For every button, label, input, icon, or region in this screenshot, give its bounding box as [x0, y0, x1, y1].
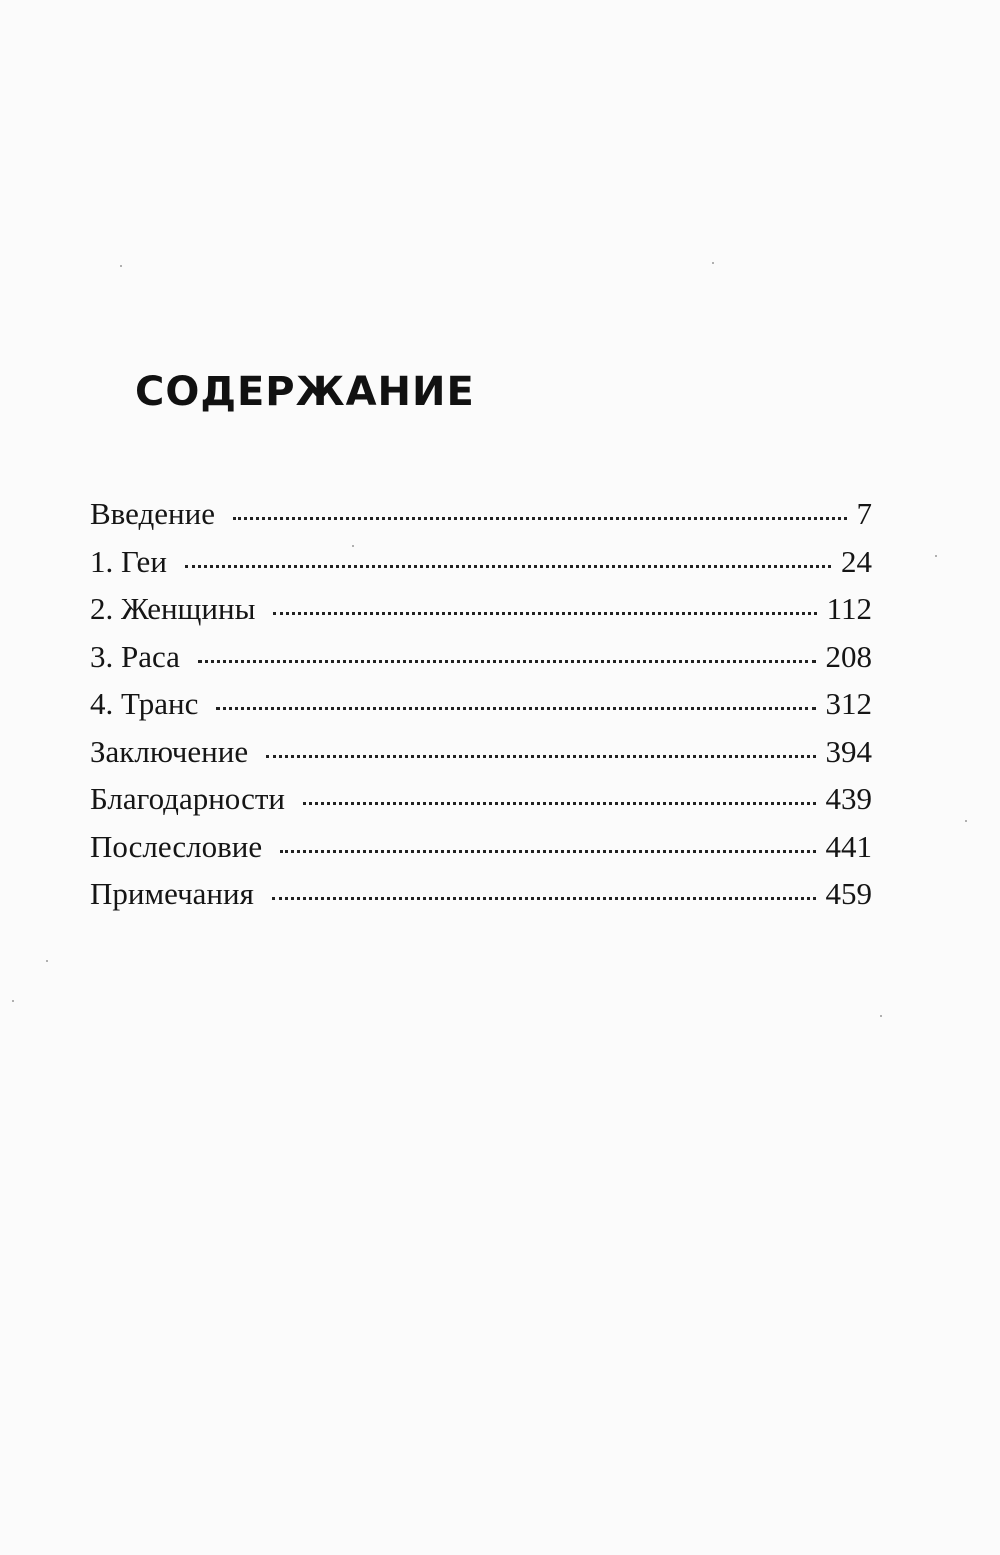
scan-speck: [880, 1015, 882, 1017]
toc-entry: [90, 781, 872, 829]
toc-entry-label: 1. Геи: [90, 543, 167, 579]
scan-speck: [352, 545, 354, 547]
toc-entry-page: 394: [825, 733, 872, 769]
toc-entry: [90, 639, 872, 687]
toc-entry-page: 441: [825, 828, 872, 864]
toc-entry-label: Заключение: [90, 733, 249, 769]
toc-entry-page: 7: [856, 496, 872, 531]
toc-entry-label: Благодарности: [90, 781, 285, 816]
dot-leader: [280, 850, 815, 853]
toc-entry-page: 439: [825, 781, 872, 816]
dot-leader: [266, 755, 815, 758]
scan-speck: [46, 960, 48, 962]
scan-speck: [712, 262, 714, 264]
toc-entry-label: 4. Транс: [90, 686, 199, 721]
toc-entry-label: 3. Раса: [90, 638, 180, 674]
toc-entry: [90, 544, 872, 592]
scan-speck: [965, 820, 967, 822]
toc-entry: [90, 829, 872, 877]
toc-entry-label: Введение: [90, 496, 215, 531]
toc-entry: [90, 686, 872, 734]
toc-entry: [90, 496, 872, 544]
toc-entry-page: 312: [825, 686, 872, 721]
toc-entry: [90, 591, 872, 639]
toc-entry-label: Примечания: [90, 876, 254, 911]
toc-entry-label: 2. Женщины: [90, 591, 256, 626]
dot-leader: [198, 660, 816, 663]
table-of-contents: [90, 496, 872, 924]
toc-entry: [90, 734, 872, 782]
dot-leader: [233, 517, 847, 520]
toc-entry-page: 24: [841, 543, 872, 579]
toc-entry-label: Послесловие: [90, 828, 263, 864]
dot-leader: [303, 802, 816, 805]
scan-speck: [935, 555, 937, 557]
scan-speck: [12, 1000, 14, 1002]
toc-entry-page: 112: [826, 591, 872, 626]
dot-leader: [185, 565, 831, 568]
toc-entry-page: 208: [825, 638, 872, 674]
dot-leader: [272, 897, 816, 900]
dot-leader: [273, 612, 816, 615]
dot-leader: [216, 707, 815, 710]
page-title: СОДЕРЖАНИЕ: [135, 369, 475, 415]
scan-speck: [120, 265, 122, 267]
toc-entry-page: 459: [825, 876, 872, 911]
toc-entry: [90, 876, 872, 924]
